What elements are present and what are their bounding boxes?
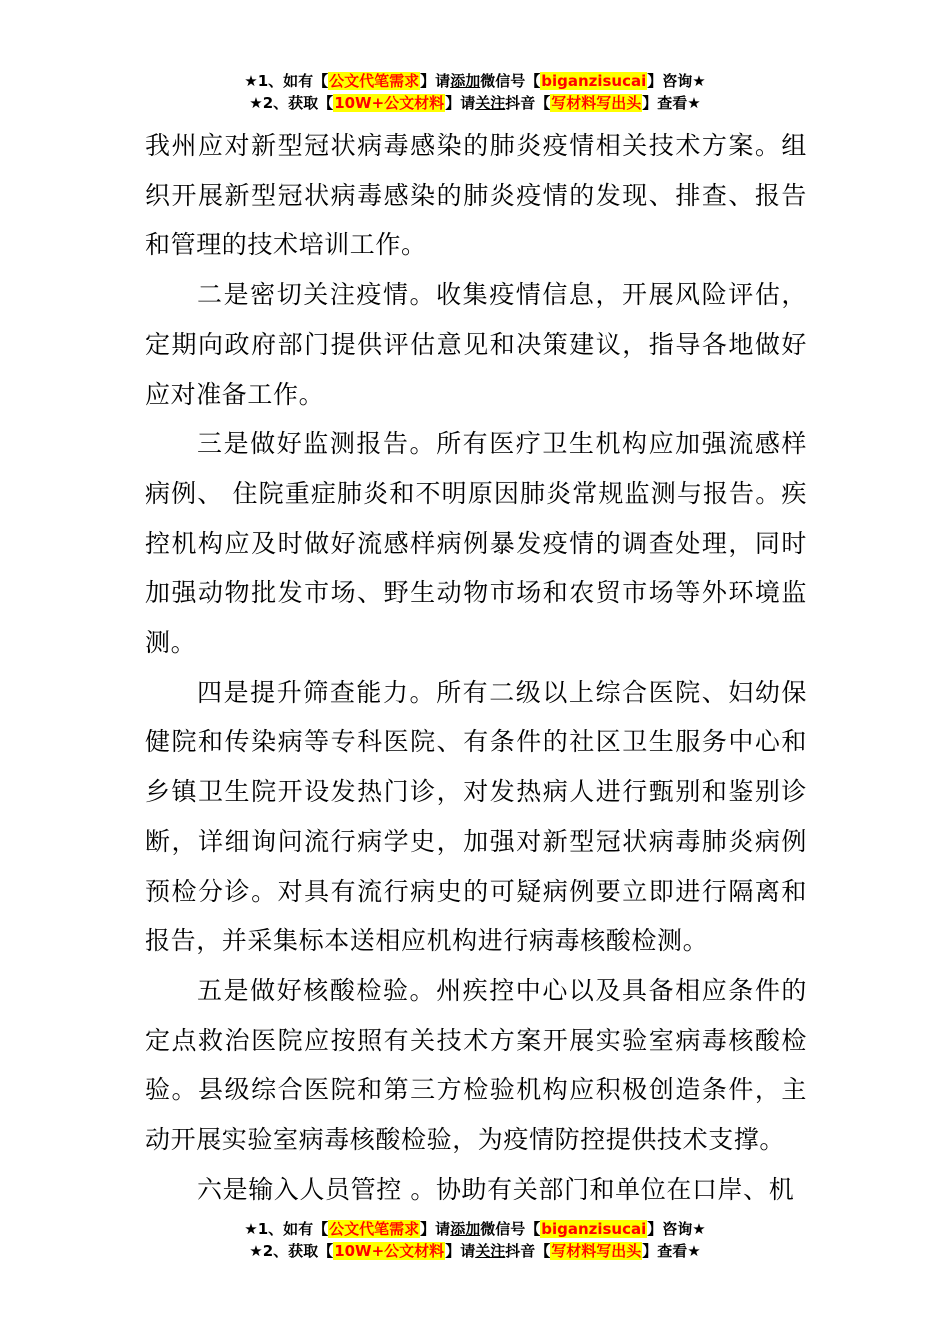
- banner-highlight: biganzisucai: [541, 72, 647, 90]
- banner-highlight: biganzisucai: [541, 1220, 647, 1238]
- banner-line-1: [0, 1218, 950, 1240]
- footer-banner: [0, 1218, 950, 1262]
- banner-text: 微信号【: [480, 72, 541, 90]
- banner-text: 】请: [445, 94, 476, 112]
- banner-text: ★2、获取【: [249, 1242, 334, 1260]
- banner-text: ★2、获取【: [249, 94, 334, 112]
- banner-text: 微信号【: [480, 1220, 541, 1238]
- banner-text: 】请: [445, 1242, 476, 1260]
- banner-line-2: [0, 92, 950, 114]
- banner-line-1: [0, 70, 950, 92]
- banner-text: ★1、如有【: [244, 72, 329, 90]
- paragraph: 四是提升筛查能力。所有二级以上综合医院、妇幼保健院和传染病等专科医院、有条件的社区卫生服务中心和乡镇卫生院开设发热门诊，对发热病人进行甄别和鉴别诊断，详细询问流行病学史，加强对新型冠状病毒肺炎病例预检分诊。对具有流行病史的可疑病例要立即进行隔离和报告，并采集标本送相应机构进行病毒核酸检测。: [145, 677, 807, 956]
- banner-underline: 关注: [475, 94, 506, 112]
- banner-text: 】查看★: [642, 1242, 701, 1260]
- banner-text: 】咨询★: [647, 1220, 706, 1238]
- banner-highlight: 写材料写出头: [551, 94, 642, 112]
- banner-text: 抖音【: [505, 94, 551, 112]
- header-banner: [0, 70, 950, 114]
- banner-text: 】请: [420, 72, 451, 90]
- banner-highlight: 10W+公文材料: [334, 1242, 445, 1260]
- banner-underline: 添加: [450, 1220, 481, 1238]
- paragraph: 六是输入人员管控 。协助有关部门和单位在口岸、机: [197, 1174, 795, 1204]
- banner-highlight: 10W+公文材料: [334, 94, 445, 112]
- paragraph: 五是做好核酸检验。州疾控中心以及具备相应条件的定点救治医院应按照有关技术方案开展实验室病毒核酸检验。县级综合医院和第三方检验机构应积极创造条件，主动开展实验室病毒核酸检验，为疫情防控提供技术支撑。: [145, 975, 807, 1155]
- banner-underline: 关注: [475, 1242, 506, 1260]
- banner-text: ★1、如有【: [244, 1220, 329, 1238]
- paragraph: 三是做好监测报告。所有医疗卫生机构应加强流感样病例、 住院重症肺炎和不明原因肺炎常规监测与报告。疾控机构应及时做好流感样病例暴发疫情的调查处理，同时加强动物批发市场、野生动物市场和农贸市场等外环境监测。: [145, 429, 807, 658]
- banner-line-2: [0, 1240, 950, 1262]
- banner-highlight: 公文代笔需求: [329, 72, 420, 90]
- banner-underline: 添加: [450, 72, 481, 90]
- banner-highlight: 公文代笔需求: [329, 1220, 420, 1238]
- banner-highlight: 写材料写出头: [551, 1242, 642, 1260]
- paragraph: 我州应对新型冠状病毒感染的肺炎疫情相关技术方案。组织开展新型冠状病毒感染的肺炎疫情的发现、排查、报告和管理的技术培训工作。: [145, 131, 807, 260]
- document-body: [145, 121, 807, 1214]
- banner-text: 】请: [420, 1220, 451, 1238]
- paragraph: 二是密切关注疫情。收集疫情信息，开展风险评估，定期向政府部门提供评估意见和决策建议，指导各地做好应对准备工作。: [145, 280, 807, 409]
- banner-text: 抖音【: [505, 1242, 551, 1260]
- banner-text: 】咨询★: [647, 72, 706, 90]
- banner-text: 】查看★: [642, 94, 701, 112]
